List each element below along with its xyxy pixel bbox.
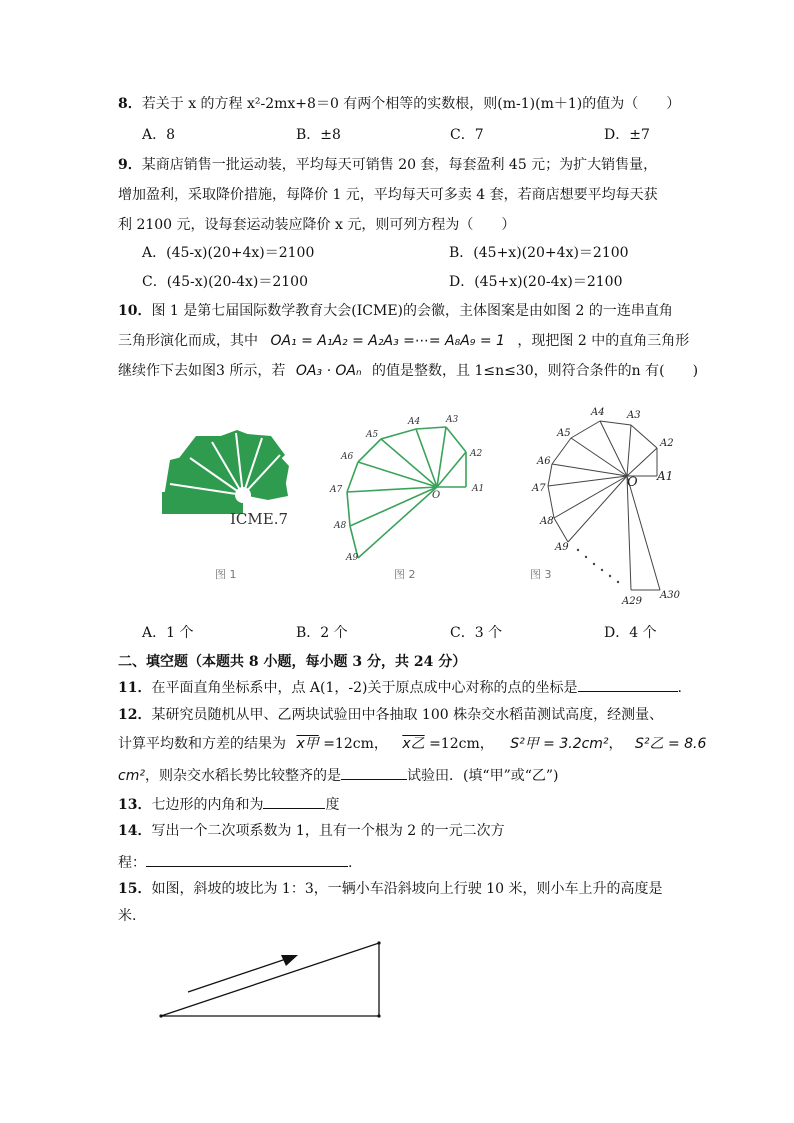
fig3-label-a6: A6 [537, 456, 551, 467]
fig1-logo-text: ICME.7 [230, 510, 289, 528]
q9-option-b: B．(45+x)(20+4x)＝2100 [449, 245, 629, 261]
fig2-label-a9: A9 [346, 553, 359, 563]
q10-formula-2: OA₃ · OAₙ [295, 363, 362, 379]
q13-text: 七边形的内角和为 [151, 797, 264, 813]
q9-line-2: 增加盈利，采取降价措施，每降价 1 元，平均每天可多卖 4 套，若商店想要平均每天获 [118, 187, 658, 203]
q11-number: 11． [118, 680, 152, 696]
fig2-caption: 图 2 [394, 568, 416, 581]
fig3-label-a1: A1 [657, 469, 674, 483]
q12-line-2: 计算平均数和方差的结果为 x甲 =12cm， x乙 =12cm， S²甲 = 3.2cm²， S²乙 = 8.6 [118, 736, 707, 752]
q14-blank [146, 850, 348, 867]
q10-text-2a: 三角形演化而成，其中 [118, 333, 258, 349]
q10-formula-1: OA₁ = A₁A₂ = A₂A₃ =⋯= A₈A₉ = 1 [270, 333, 505, 349]
q9-text-1: 某商店销售一批运动装，平均每天可销售 20 套，每套盈利 45 元；为扩大销售量， [141, 157, 658, 173]
q10-text-2b: ，现把图 2 中的直角三角形 [517, 333, 690, 349]
q10-text-1: 图 1 是第七届国际数学教育大会(ICME)的会徽，主体图案是由如图 2 的一连串直角 [151, 303, 673, 319]
q10-text-3b: 的值是整数，且 1≤n≤30，则符合条件的n 有( ) [372, 363, 699, 379]
q10-line-3 [118, 361, 698, 381]
q12-text-1: 某研究员随机从甲、乙两块试验田中各抽取 100 株杂交水稻苗测试高度，经测量、 [151, 707, 664, 723]
q15-number: 15． [118, 881, 152, 897]
fig1-icme-logo [162, 430, 289, 528]
q9-option-d: D．(45+x)(20-4x)＝2100 [449, 274, 623, 290]
q10-text-3a: 继续作下去如图3 所示，若 [118, 363, 286, 379]
fig2-label-a7: A7 [330, 485, 343, 495]
q9-number: 9． [118, 157, 142, 173]
q14-text-2: 程： [118, 855, 146, 871]
q10-option-c: C．3 个 [450, 625, 503, 641]
fig2-label-a2: A2 [470, 449, 483, 459]
fig2-label-a6: A6 [341, 452, 354, 462]
q12-mean-yi-value: =12cm， [429, 736, 494, 752]
q12-number: 12． [118, 707, 152, 723]
fig3-label-a5: A5 [557, 428, 571, 439]
fig3-label-a30: A30 [660, 590, 680, 601]
q13-line [118, 792, 339, 815]
q9-option-a: A．(45-x)(20+4x)＝2100 [142, 245, 315, 261]
fig2-label-a4: A4 [408, 417, 421, 427]
fig3-label-a9: A9 [555, 542, 569, 553]
fig2-label-a8: A8 [334, 521, 347, 531]
fig1-caption: 图 1 [215, 568, 237, 581]
q10-line-2 [118, 331, 689, 351]
q14-text-1: 写出一个二次项系数为 1，且有一个根为 2 的一元二次方 [151, 823, 505, 839]
q13-number: 13． [118, 797, 152, 813]
q15-text-1: 如图，斜坡的坡比为 1：3，一辆小车沿斜坡向上行驶 10 米，则小车上升的高度是 [151, 881, 663, 897]
q8-stem [118, 94, 680, 114]
q10-number: 10． [118, 303, 152, 319]
q12-variance-yi: S²乙 = 8.6 [635, 736, 707, 752]
fig2-label-o: O [432, 490, 441, 501]
slope-triangle [161, 943, 379, 1016]
fig3-dots [577, 549, 619, 583]
q8-option-a: A．8 [142, 127, 176, 143]
fig3-label-o: O [627, 475, 638, 490]
q12-variance-jia: S²甲 = 3.2cm² [510, 736, 609, 752]
direction-arrow [188, 959, 286, 992]
fig3-label-a8: A8 [540, 516, 554, 527]
q13-blank [263, 792, 325, 809]
fig3-spiral [548, 421, 660, 590]
q15-line-1 [118, 879, 662, 899]
fig3-caption: 图 3 [530, 568, 552, 581]
q8-option-b: B．±8 [296, 127, 341, 143]
q12-mean-jia: x甲 [296, 736, 319, 752]
q12-text-2a: 计算平均数和方差的结果为 [118, 736, 286, 752]
q13-suffix: 度 [325, 797, 340, 813]
q10-figures [0, 400, 794, 640]
q10-line-1 [118, 301, 673, 321]
q11-blank [578, 675, 678, 692]
q14-line-2: 程： . [118, 850, 352, 873]
q15-slope-figure [0, 930, 794, 1050]
q12-mean-jia-value: =12cm， [323, 736, 388, 752]
fig2-label-a5: A5 [366, 430, 379, 440]
q12-text-3c: 试验田．(填“甲”或“乙”) [406, 768, 559, 784]
fig2-label-a1: A1 [472, 484, 485, 494]
q9-option-c: C．(45-x)(20-4x)＝2100 [142, 274, 308, 290]
section2-title: 二、填空题（本题共 8 小题，每小题 3 分，共 24 分） [118, 654, 467, 670]
fig2-spiral [347, 427, 466, 558]
q12-unit: cm² [118, 768, 145, 784]
fig3-label-a7: A7 [532, 483, 546, 494]
fig3-label-a29: A29 [622, 596, 642, 607]
fig2-label-a3: A3 [446, 415, 459, 425]
q8-option-c: C．7 [450, 127, 484, 143]
q9-line-1 [118, 155, 657, 175]
q12-blank [341, 763, 407, 780]
q14-number: 14． [118, 823, 152, 839]
arrow-head-icon [281, 955, 298, 966]
fig3-label-a4: A4 [591, 407, 605, 418]
q8-option-d: D．±7 [604, 127, 650, 143]
q12-mean-yi: x乙 [402, 736, 425, 752]
q12-text-3b: ，则杂交水稻长势比较整齐的是 [144, 768, 341, 784]
q9-line-3: 利 2100 元，设每套运动装应降价 x 元，则可列方程为（ ） [118, 217, 516, 233]
q10-option-a: A．1 个 [142, 625, 194, 641]
fig3-label-a2: A2 [660, 438, 674, 449]
q8-number: 8． [118, 96, 142, 112]
q11-line: 11．在平面直角坐标系中，点 A(1，-2)关于原点成中心对称的点的坐标是 . [118, 675, 682, 698]
q15-line-2: 米. [118, 908, 137, 924]
q10-option-d: D．4 个 [604, 625, 657, 641]
q10-option-b: B．2 个 [296, 625, 348, 641]
fig3-label-a3: A3 [627, 410, 641, 421]
q14-line-1 [118, 821, 505, 841]
q12-line-1 [118, 705, 663, 725]
q12-line-3 [118, 763, 559, 786]
q11-text: 在平面直角坐标系中，点 A(1，-2)关于原点成中心对称的点的坐标是 [151, 680, 578, 696]
q8-text: 若关于 x 的方程 x²-2mx+8＝0 有两个相等的实数根，则(m-1)(m＋1)的值为（ ） [141, 96, 681, 112]
